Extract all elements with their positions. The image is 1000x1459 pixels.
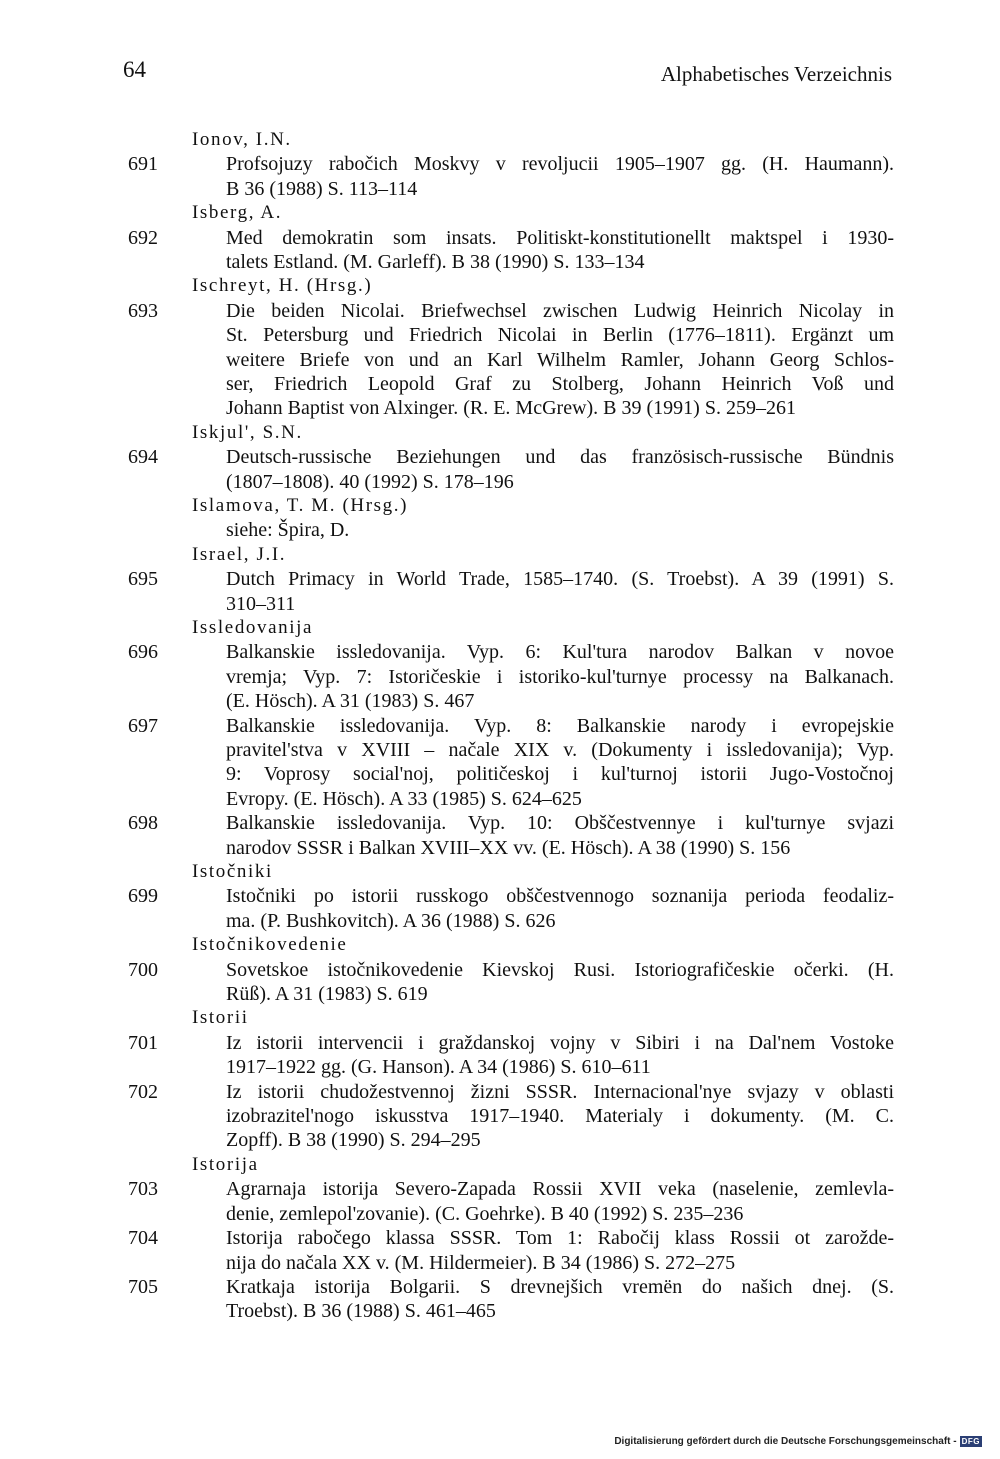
entry-line: Profsojuzy rabočich Moskvy v revoljucii 1905–1907 gg. (H. Haumann).: [226, 153, 894, 176]
index-entries: [0, 128, 1000, 1324]
index-entry: [0, 1177, 1000, 1226]
entry-text: [226, 1226, 894, 1275]
entry-line: pravitel'stva v XVIII – načale XIX v. (Dokumenty i issledovanija); Vyp.: [226, 739, 894, 762]
entry-text: [226, 640, 894, 713]
entry-text: [226, 958, 894, 1007]
entry-line: Johann Baptist von Alxinger. (R. E. McGrew). B 39 (1991) S. 259–261: [226, 397, 796, 420]
entry-line: 9: Voprosy social'noj, političeskoj i kul'turnoj istorii Jugo-Vostočnoj: [226, 763, 894, 786]
author-heading: Islamova, T. M. (Hrsg.): [192, 495, 409, 517]
index-entry: [0, 958, 1000, 1007]
entry-number: 699: [128, 885, 158, 908]
entry-line: izobrazitel'nogo iskusstva 1917–1940. Materialy i dokumenty. (M. C.: [226, 1105, 894, 1128]
index-entry: [0, 714, 1000, 812]
index-entry: [0, 1275, 1000, 1324]
entry-number: 697: [128, 714, 158, 737]
entry-line: Zopff). B 38 (1990) S. 294–295: [226, 1129, 481, 1152]
entry-line: Balkanskie issledovanija. Vyp. 6: Kul'tura narodov Balkan v novoe: [226, 641, 894, 664]
entry-number: 692: [128, 226, 158, 249]
entry-line: Med demokratin som insats. Politiskt-konstitutionellt maktspel i 1930-: [226, 226, 894, 249]
index-entry: [0, 811, 1000, 860]
entry-line: Iz istorii chudožestvennoj žizni SSSR. Internacional'nye svjazy v oblasti: [226, 1080, 894, 1103]
entry-line: Troebst). B 36 (1988) S. 461–465: [226, 1300, 496, 1323]
page-number: 64: [123, 57, 146, 82]
author-heading: Istočnikovedenie: [192, 934, 348, 956]
index-entry: [0, 152, 1000, 201]
author-heading: Iskjul', S.N.: [192, 421, 303, 443]
index-entry: [0, 1031, 1000, 1080]
entry-line: Istočniki po istorii russkogo obščestvennogo soznanija perioda feodaliz-: [226, 885, 894, 908]
entry-line: Balkanskie issledovanija. Vyp. 10: Obščestvennye i kul'turnye svjazi: [226, 812, 894, 835]
author-heading: Ischreyt, H. (Hrsg.): [192, 275, 373, 297]
index-entry: [0, 226, 1000, 275]
entry-line: (E. Hösch). A 31 (1983) S. 467: [226, 690, 475, 713]
author-heading: Israel, J.I.: [192, 543, 287, 565]
entry-line: narodov SSSR i Balkan XVIII–XX vv. (E. Hösch). A 38 (1990) S. 156: [226, 836, 791, 859]
index-entry: [0, 445, 1000, 494]
index-entry: [0, 567, 1000, 616]
entry-line: Kratkaja istorija Bolgarii. S drevnejšich vremën do našich dnej. (S.: [226, 1275, 894, 1298]
entry-number: 705: [128, 1275, 158, 1298]
entry-text: [226, 884, 894, 933]
index-entry: [0, 1226, 1000, 1275]
entry-line: 1917–1922 gg. (G. Hanson). A 34 (1986) S. 610–611: [226, 1056, 651, 1079]
entry-text: [226, 1275, 894, 1324]
entry-number: 700: [128, 958, 158, 981]
entry-number: 702: [128, 1080, 158, 1103]
entry-line: vremja; Vyp. 7: Istoričeskie i istoriko-kul'turnye processy na Balkanach.: [226, 665, 894, 688]
running-title: Alphabetisches Verzeichnis: [660, 62, 892, 86]
entry-line: denie, zemlepol'zovanie). (C. Goehrke). B 40 (1992) S. 235–236: [226, 1202, 744, 1225]
entry-line: Iz istorii intervencii i graždanskoj vojny v Sibiri i na Dal'nem Vostoke: [226, 1031, 894, 1054]
entry-line: ser, Friedrich Leopold Graf zu Stolberg, Johann Heinrich Voß und: [226, 373, 894, 396]
entry-line: ma. (P. Bushkovitch). A 36 (1988) S. 626: [226, 909, 556, 932]
entry-text: [226, 567, 894, 616]
entry-line: Sovetskoe istočnikovedenie Kievskoj Rusi. Istoriografičeskie očerki. (H.: [226, 958, 894, 981]
entry-text: [226, 299, 894, 421]
entry-text: [226, 152, 894, 201]
author-heading: Isberg, A.: [192, 202, 283, 224]
entry-line: nija do načala XX v. (M. Hildermeier). B 34 (1986) S. 272–275: [226, 1251, 736, 1274]
entry-text: [226, 1080, 894, 1153]
entry-line: talets Estland. (M. Garleff). B 38 (1990) S. 133–134: [226, 251, 645, 273]
author-heading: Issledovanija: [192, 617, 314, 639]
dfg-logo: DFG: [961, 1437, 980, 1446]
footer-text: Digitalisierung gefördert durch die Deutsche Forschungsgemeinschaft -: [614, 1436, 957, 1447]
digitization-footer: [614, 1436, 982, 1447]
entry-text: [226, 1031, 894, 1080]
entry-number: 693: [128, 299, 158, 322]
entry-text: [226, 226, 894, 275]
entry-number: 691: [128, 153, 158, 176]
entry-line: 310–311: [226, 592, 296, 615]
author-heading: Ionov, I.N.: [192, 129, 292, 150]
index-entry: [0, 884, 1000, 933]
entry-text: [226, 445, 894, 494]
entry-text: [226, 1177, 894, 1226]
entry-number: 704: [128, 1227, 158, 1250]
entry-line: St. Petersburg und Friedrich Nicolai in Berlin (1776–1811). Ergänzt um: [226, 324, 894, 347]
index-entry: [0, 299, 1000, 421]
entry-line: weitere Briefe von und an Karl Wilhelm Ramler, Johann Georg Schlos-: [226, 348, 894, 371]
author-heading: Istočniki: [192, 861, 273, 883]
entry-line: Die beiden Nicolai. Briefwechsel zwischen Ludwig Heinrich Nicolay in: [226, 299, 894, 322]
entry-text: [226, 811, 894, 860]
entry-text: [226, 714, 894, 812]
entry-number: 695: [128, 568, 158, 591]
entry-number: 701: [128, 1031, 158, 1054]
entry-number: 698: [128, 812, 158, 835]
index-entry: [0, 640, 1000, 713]
entry-line: Balkanskie issledovanija. Vyp. 8: Balkanskie narody i evropejskie: [226, 714, 894, 737]
entry-line: Istorija rabočego klassa SSSR. Tom 1: Rabočij klass Rossii ot zarožde-: [226, 1227, 894, 1250]
entry-line: (1807–1808). 40 (1992) S. 178–196: [226, 470, 514, 493]
entry-line: Deutsch-russische Beziehungen und das französisch-russische Bündnis: [226, 446, 894, 469]
entry-number: 696: [128, 641, 158, 664]
entry-line: Dutch Primacy in World Trade, 1585–1740. (S. Troebst). A 39 (1991) S.: [226, 568, 894, 591]
entry-number: 703: [128, 1178, 158, 1201]
author-heading: Istorija: [192, 1153, 259, 1175]
entry-line: Agrarnaja istorija Severo-Zapada Rossii XVII veka (naselenie, zemlevla-: [226, 1178, 894, 1201]
index-entry: [0, 1080, 1000, 1153]
entry-line: Evropy. (E. Hösch). A 33 (1985) S. 624–625: [226, 787, 582, 810]
entry-line: Rüß). A 31 (1983) S. 619: [226, 983, 428, 1006]
entry-line: B 36 (1988) S. 113–114: [226, 177, 418, 200]
author-heading: Istorii: [192, 1007, 249, 1029]
see-reference: siehe: Špira, D.: [226, 519, 350, 542]
entry-number: 694: [128, 446, 158, 469]
